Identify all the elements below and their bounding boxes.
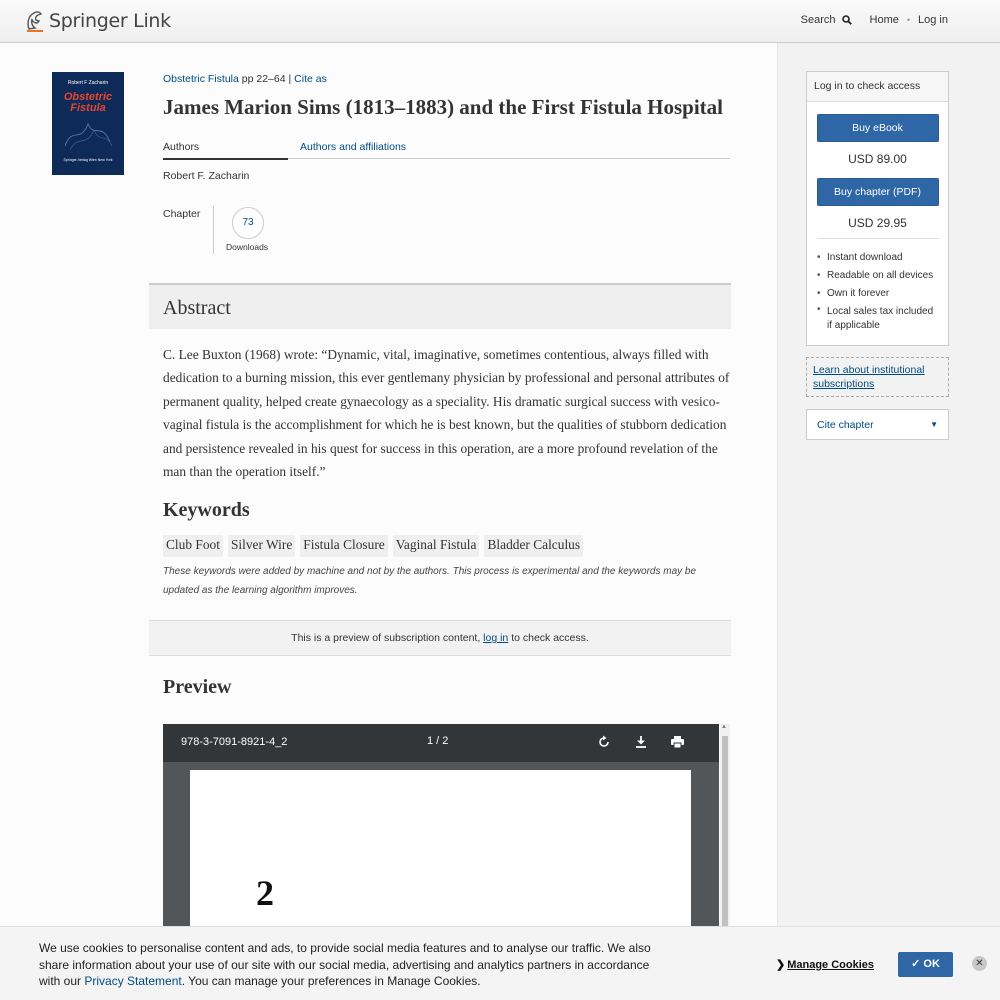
nav-dot-separator: • xyxy=(906,15,911,25)
springer-link-logo[interactable] xyxy=(25,9,171,33)
home-link[interactable]: Home xyxy=(869,14,899,26)
buy-chapter-button[interactable]: Buy chapter (PDF) xyxy=(817,178,939,206)
cover-title xyxy=(52,92,124,114)
cover-illustration xyxy=(60,116,116,152)
keyword-item: Club Foot xyxy=(163,535,223,557)
pdf-toolbar xyxy=(163,724,719,762)
privacy-statement-link[interactable]: Privacy Statement xyxy=(84,974,182,988)
login-link[interactable]: Log in xyxy=(918,14,948,26)
download-label: Downloads xyxy=(226,242,269,252)
cookie-text-after: . You can manage your preferences in Manage Cookies. xyxy=(181,974,481,988)
cover-title-line1: Obstetric xyxy=(63,91,113,103)
chapter-price: USD 29.95 xyxy=(848,216,907,230)
subscription-preview-note xyxy=(149,620,731,656)
pdf-scrollbar[interactable] xyxy=(720,724,730,927)
keyword-item: Fistula Closure xyxy=(300,535,387,557)
abstract-heading: Abstract xyxy=(163,297,231,319)
abstract-header xyxy=(149,283,731,329)
cite-chapter-label: Cite chapter xyxy=(817,419,874,431)
cover-author: Robert F Zacharin xyxy=(67,80,109,86)
print-icon[interactable] xyxy=(670,735,685,752)
preview-heading: Preview xyxy=(163,676,232,698)
scroll-up-arrow-icon[interactable]: ▲ xyxy=(721,724,727,730)
download-count: 73 xyxy=(232,207,264,239)
chapter-title: James Marion Sims (1813–1883) and the First Fistula Hospital xyxy=(163,95,723,119)
content-type-label: Chapter xyxy=(163,208,201,220)
keywords-heading: Keywords xyxy=(163,499,250,521)
purchase-features xyxy=(807,239,948,345)
scrollbar-thumb[interactable] xyxy=(722,736,728,927)
cover-publisher: Springer-Verlag Wien New York xyxy=(63,158,113,162)
tab-authors[interactable]: Authors xyxy=(163,141,288,160)
author-name: Robert F. Zacharin xyxy=(163,170,250,182)
feature-item: • Own it forever xyxy=(817,285,938,303)
tab-authors-affiliations[interactable]: Authors and affiliations xyxy=(300,141,407,153)
author-tabs xyxy=(163,140,730,159)
manage-cookies-label: Manage Cookies xyxy=(787,959,875,971)
manage-cookies-button[interactable] xyxy=(776,958,874,971)
cover-title-line2: Fistula xyxy=(70,102,106,114)
abstract-text: C. Lee Buxton (1968) wrote: “Dynamic, vital, imaginative, sometimes contentious, always filled with dedication to a burning mission, this ever gentlemany physician by professional and personal attributes of permanent quality, helped create gynaecology as a speciality. His dramatic surgical success with vesico-vaginal fistula is the accomplishment for which he is best known, but the qualities of stubborn dedication and persistence revealed in his quest for success in this operation, are a more profound revelation of the man than the operation itself.” xyxy=(163,347,730,480)
book-link[interactable]: Obstetric Fistula xyxy=(163,73,239,85)
feature-item: • Readable on all devices xyxy=(817,267,938,285)
preview-note-after: to check access. xyxy=(508,632,589,644)
download-icon[interactable] xyxy=(634,735,648,752)
pdf-page-indicator: 1 / 2 xyxy=(427,735,449,747)
cookie-text xyxy=(39,940,659,990)
metrics-divider xyxy=(213,206,214,254)
chevron-right-icon: ❯ xyxy=(776,959,786,971)
search-icon xyxy=(842,15,852,25)
close-icon[interactable]: ✕ xyxy=(972,956,987,971)
cookie-text-before: We use cookies to personalise content and ads, to provide social media features and to analyse our traffic. We also share information about your use of our site with our social media, advertising and analytics partners in accordance with our xyxy=(39,941,651,988)
access-heading: Log in to check access xyxy=(807,72,948,102)
keyword-item: Bladder Calculus xyxy=(484,535,583,557)
pdf-filename: 978-3-7091-8921-4_2 xyxy=(181,736,288,748)
ebook-price: USD 89.00 xyxy=(848,152,907,166)
pdf-page xyxy=(190,770,691,927)
feature-item: • Instant download xyxy=(817,249,938,267)
cookie-ok-button[interactable]: ✓ OK xyxy=(898,952,953,977)
header-nav xyxy=(801,14,948,26)
cite-as-link[interactable]: Cite as xyxy=(294,73,327,85)
cookie-banner xyxy=(0,926,1000,1000)
keywords-list xyxy=(163,535,588,557)
access-box xyxy=(806,71,949,346)
page-range: pp 22–64 xyxy=(241,73,286,85)
search-label: Search xyxy=(800,14,836,26)
logo-text xyxy=(49,10,171,32)
keyword-item: Vaginal Fistula xyxy=(393,535,480,557)
keyword-item: Silver Wire xyxy=(228,535,295,557)
site-header xyxy=(0,0,1000,43)
pdf-viewer[interactable] xyxy=(163,724,719,927)
search-button[interactable] xyxy=(801,14,852,26)
cite-chapter-dropdown[interactable] xyxy=(806,409,949,440)
springer-horse-icon xyxy=(25,9,45,33)
institutional-box xyxy=(806,357,949,397)
book-cover[interactable] xyxy=(52,72,124,175)
preview-login-link[interactable]: log in xyxy=(483,632,509,644)
logo-springer: Springer xyxy=(49,10,128,32)
logo-link: Link xyxy=(133,10,171,32)
keywords-note: These keywords were added by machine and not by the authors. This process is experimental and the keywords may be updated as the learning algorithm improves. xyxy=(163,566,697,596)
meta-separator: | xyxy=(288,73,292,85)
buy-ebook-button[interactable]: Buy eBook xyxy=(817,114,939,142)
institutional-subscriptions-link[interactable]: Learn about institutional subscriptions xyxy=(813,364,925,390)
preview-note-before: This is a preview of subscription content, xyxy=(291,632,484,644)
feature-item: • Local sales tax included if applicable xyxy=(817,303,938,335)
purchase-sidebar xyxy=(777,43,1000,1000)
rotate-icon[interactable] xyxy=(597,735,611,752)
chapter-meta xyxy=(163,73,327,85)
pdf-chapter-number: 2 xyxy=(256,873,274,913)
caret-down-icon: ▼ xyxy=(930,420,938,429)
